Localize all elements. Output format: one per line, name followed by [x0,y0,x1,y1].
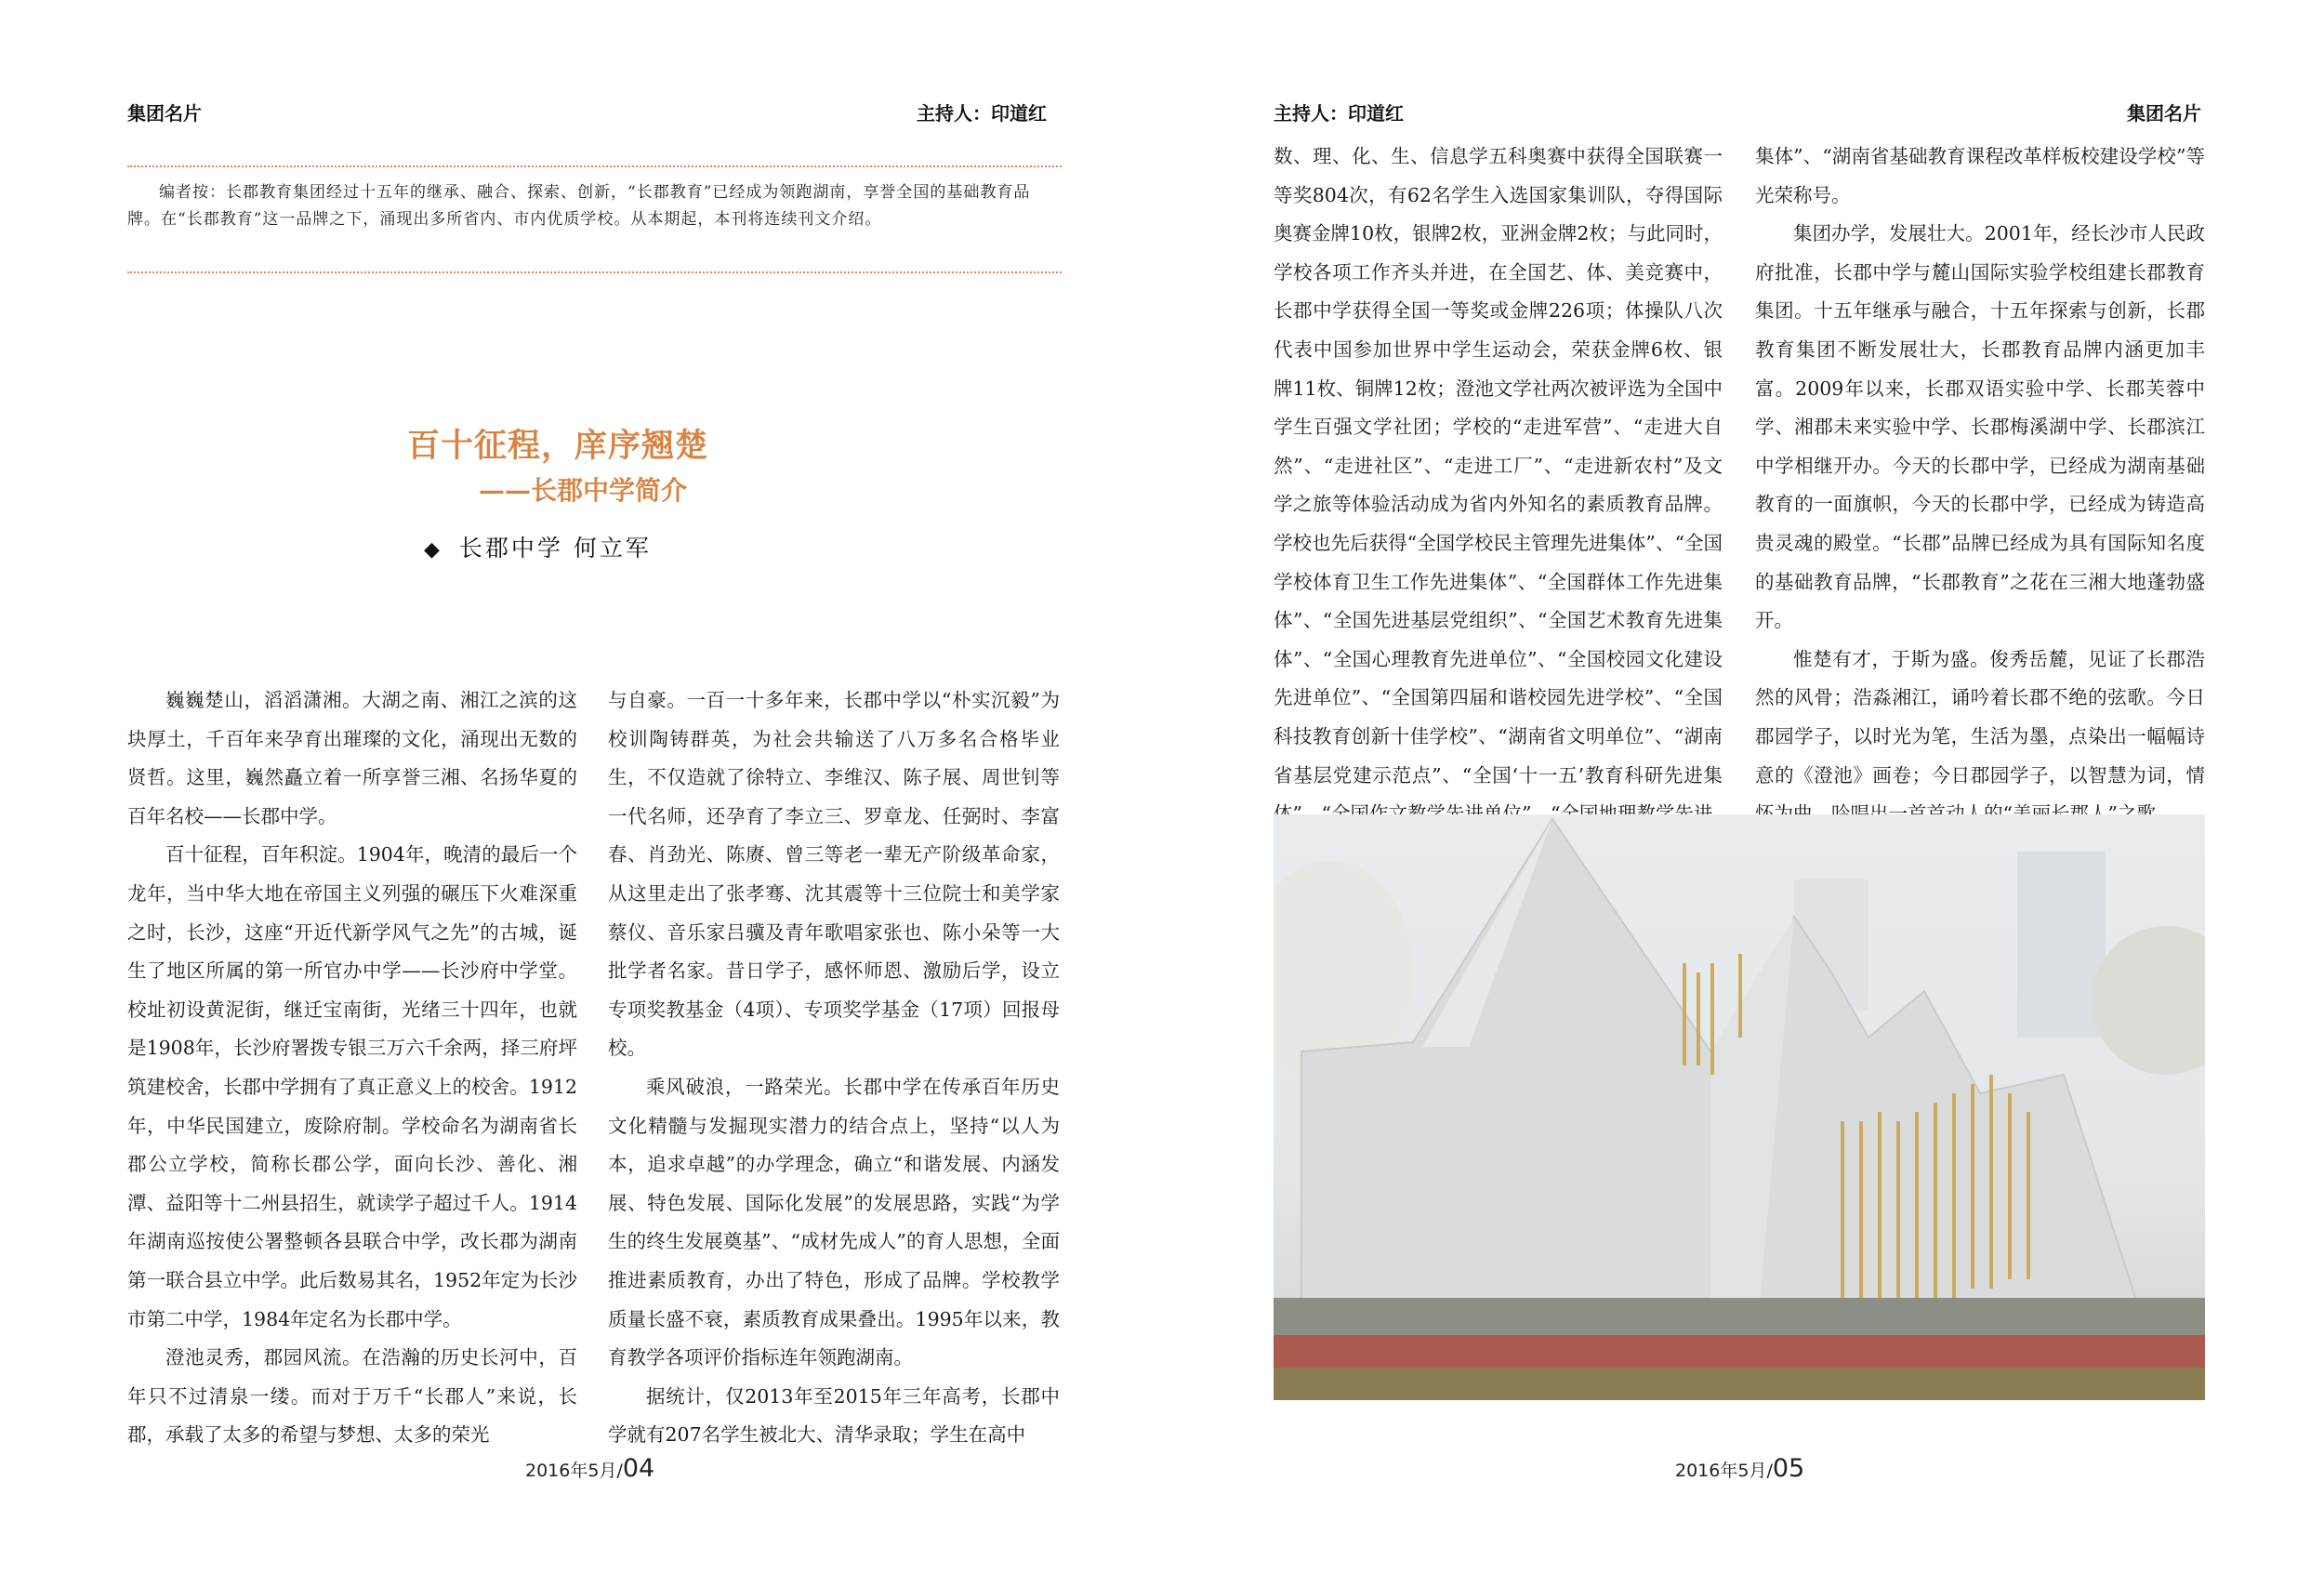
stone-monument-photo [1274,814,2205,1400]
page-date: 2016年5月/ [525,1461,623,1481]
host-header: 主持人：印道红 [1274,102,1404,125]
author-text: 长郡中学 何立军 [458,535,652,562]
right-column-1 [1274,138,1723,834]
paragraph: 集体”、“湖南省基础教育课程改革样板校建设学校”等光荣称号。 [1755,145,2205,206]
diamond-bullet-icon: ◆ [424,538,442,562]
editor-note: 编者按：长郡教育集团经过十五年的继承、融合、探索、创新，“长郡教育”已经成为领跑湖南，享誉全国的基础教育品牌。在“长郡教育”这一品牌之下，涌现出多所省内、市内优质学校。从本期起，本刊将连续刊文介绍。 [127,183,1031,229]
page-number-right [1675,1454,1804,1483]
page-date: 2016年5月/ [1675,1461,1773,1481]
page-num: 04 [622,1454,655,1483]
paragraph: 数、理、化、生、信息学五科奥赛中获得全国联赛一等奖804次，有62名学生入选国家集训队，夺得国际奥赛金牌10枚，银牌2枚，亚洲金牌2枚；与此同时，学校各项工作齐头并进，在全国艺、体、美竞赛中，长郡中学获得全国一等奖或金牌226项；体操队八次代表中国参加世界中学生运动会，荣获金牌6枚、银牌11枚、铜牌12枚；澄池文学社两次被评选为全国中学生百强文学社团；学校的“走进军营”、“走进大自然”、“走进社区”、“走进工厂”、“走进新农村”及文学之旅等体验活动成为省内外知名的素质教育品牌。学校也先后获得“全国学校民主管理先进集体”、“全国学校体育卫生工作先进集体”、“全国群体工作先进集体”、“全国先进基层党组织”、“全国艺术教育先进集体”、“全国心理教育先进单位”、“全国校园文化建设先进单位”、“全国第四届和谐校园先进学校”、“全国科技教育创新十佳学校”、“湖南省文明单位”、“湖南省基层党建示范点”、“全国‘十一五’教育科研先进集 [1274,145,1723,787]
green-foliage-shape [1274,1368,2205,1400]
paragraph: 乘风破浪，一路荣光。长郡中学在传承百年历史文化精髓与发掘现实潜力的结合点上，坚持“以人为本，追求卓越”的办学理念，确立“和谐发展、内涵发展、特色发展、国际化发展”的发展思路，实践“为学生的终生发展奠基”、“成材先成人”的育人思想，全面推进素质教育，办出了特色，形成了品牌。学校教学质量长盛不衰，素质教育成果叠出。1995年以来，教育教学各项评价指标连年领跑湖南。 [608,1075,1060,1369]
paragraph: 与自豪。一百一十多年来，长郡中学以“朴实沉毅”为校训陶铸群英，为社会共输送了八万多名合格毕业生，不仅造就了徐特立、李维汉、陈子展、周世钊等一代名师，还孕育了李立三、罗章龙、任弼时、李富春、肖劲光、陈赓、曾三等老一辈无产阶级革命家，从这里走出了张孝骞、沈其震等十三位院士和美学家蔡仪、音乐家吕骥及青年歌唱家张也、陈小朵等一大批学者名家。昔日学子，感怀师恩、激励后学，设立专项奖教基金（4项）、专项奖学基金（17项）回报母校。 [608,689,1060,1060]
host-header: 主持人：印道红 [917,102,1047,125]
left-column-1 [127,681,577,1455]
page-number-left [525,1454,654,1483]
tree-shape [2092,926,2205,1075]
column-name-header: 集团名片 [127,102,202,125]
article-author [424,530,652,563]
paragraph: 百十征程，百年积淀。1904年，晚清的最后一个龙年，当中华大地在帝国主义列强的碾压下火难深重之时，长沙，这座“开近代新学风气之先”的古城，诞生了地区所属的第一所官办中学——长沙府中学堂。校址初设黄泥街，继迁宝南街，光绪三十四年，也就是1908年，长沙府署拨专银三万六千余两，择三府坪筑建校舍，长郡中学拥有了真正意义上的校舍。1912年，中华民国建立，废除府制。学校命名为湖南省长郡公立学校，简称长郡公学，面向长沙、善化、湘潭、益阳等十二州县招生，就读学子超过千人。1914年湖南巡按使公署整顿各县联合中学，改长郡为湖南第一联合县立中学。此后数易其名，1952年定为长沙市第二中学，1984年定名为长郡中学。 [127,843,577,1330]
dotted-divider-bottom [127,271,1062,273]
paragraph: 集团办学，发展壮大。2001年，经长沙市人民政府批准，长郡中学与麓山国际实验学校组建长郡教育集团。十五年继承与融合，十五年探索与创新，长郡教育集团不断发展壮大，长郡教育品牌内涵更加丰富。2009年以来，长郡双语实验中学、长郡芙蓉中学、湘郡未来实验中学、长郡梅溪湖中学、长郡滨江中学相继开办。今天的长郡中学，已经成为湖南基础教育的一面旗帜，今天的长郡中学，已经成为铸造高贵灵魂的殿堂。“长郡”品牌已经成为具有国际知名度的基础教育品牌，“长郡教育”之花在三湘大地蓬勃盛开。 [1755,222,2205,632]
article-title: 百十征程，庠序翘楚 [407,427,709,465]
paragraph: 巍巍楚山，滔滔潇湘。大湖之南、湘江之滨的这块厚土，千百年来孕育出璀璨的文化，涌现出无数的贤哲。这里，巍然矗立着一所享誉三湘、名扬华夏的百年名校——长郡中学。 [127,689,577,827]
photo-illustration [1274,814,2205,1400]
left-column-2 [608,681,1060,1455]
paragraph: 惟楚有才，于斯为盛。俊秀岳麓，见证了长郡浩然的风骨；浩淼湘江，诵吟着长郡不绝的弦歌。今日郡园学子，以时光为笔，生活为墨，点染出一幅幅诗意的《澄池》画卷；今日郡园学子，以智慧为词，情 [1755,647,2205,787]
right-column-2 [1755,138,2205,834]
page-num: 05 [1772,1454,1805,1483]
article-subtitle: ——长郡中学简介 [479,475,688,506]
column-name-header: 集团名片 [2127,102,2201,125]
paragraph: 澄池灵秀，郡园风流。在浩瀚的历史长河中，百年只不过清泉一缕。而对于万千“长郡人”来说，长郡，承载了太多的希望与梦想、太多的荣光 [127,1346,577,1447]
dotted-divider-top [127,165,1062,167]
paragraph: 据统计，仅2013年至2015年三年高考，长郡中学就有207名学生被北大、清华录取；学生在高中 [608,1384,1060,1447]
